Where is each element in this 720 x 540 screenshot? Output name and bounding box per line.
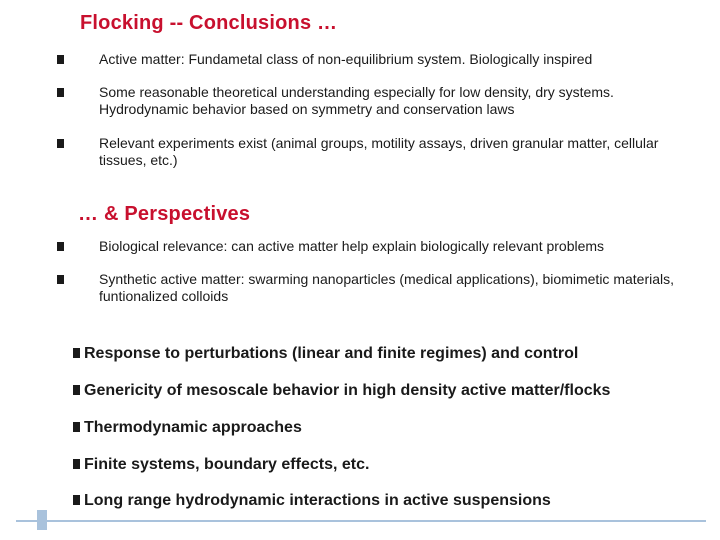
bold-bullet-text: Thermodynamic approaches (84, 419, 302, 436)
bullet-text: Synthetic active matter: swarming nanoparticles (medical applications), biomimetic materials, funtionalized colloids (99, 271, 674, 304)
bullet-text: Biological relevance: can active matter help explain biologically relevant problems (99, 238, 605, 254)
bold-bullet-2 (73, 382, 610, 400)
footer-divider (16, 520, 706, 522)
bullet-text: Some reasonable theoretical understanding especially for low density, dry systems. Hydrodynamic behavior based on symmetry and conservation laws (99, 84, 614, 117)
square-bullet-icon (73, 422, 80, 432)
bold-bullet-5 (73, 492, 551, 510)
bold-bullet-text: Finite systems, boundary effects, etc. (84, 456, 370, 473)
square-bullet-icon (73, 385, 80, 395)
bold-bullet-1 (73, 345, 578, 363)
square-bullet-icon (57, 139, 64, 148)
bold-bullet-4 (73, 456, 369, 474)
bullet-text: Active matter: Fundametal class of non-equilibrium system. Biologically inspired (99, 51, 593, 67)
bold-bullet-3 (73, 419, 302, 437)
conclusions-title: Flocking -- Conclusions … (80, 12, 338, 34)
bold-bullet-text: Genericity of mesoscale behavior in high density active matter/flocks (84, 382, 611, 399)
square-bullet-icon (57, 88, 64, 97)
square-bullet-icon (73, 459, 80, 469)
bold-bullet-text: Response to perturbations (linear and finite regimes) and control (84, 345, 579, 362)
square-bullet-icon (57, 242, 64, 251)
square-bullet-icon (73, 348, 80, 358)
square-bullet-icon (57, 55, 64, 64)
square-bullet-icon (73, 495, 80, 505)
perspectives-title: … & Perspectives (78, 203, 251, 225)
bold-bullet-text: Long range hydrodynamic interactions in active suspensions (84, 492, 551, 509)
square-bullet-icon (57, 275, 64, 284)
bullet-text: Relevant experiments exist (animal groups, motility assays, driven granular matter, cellular tissues, etc.) (99, 135, 659, 168)
